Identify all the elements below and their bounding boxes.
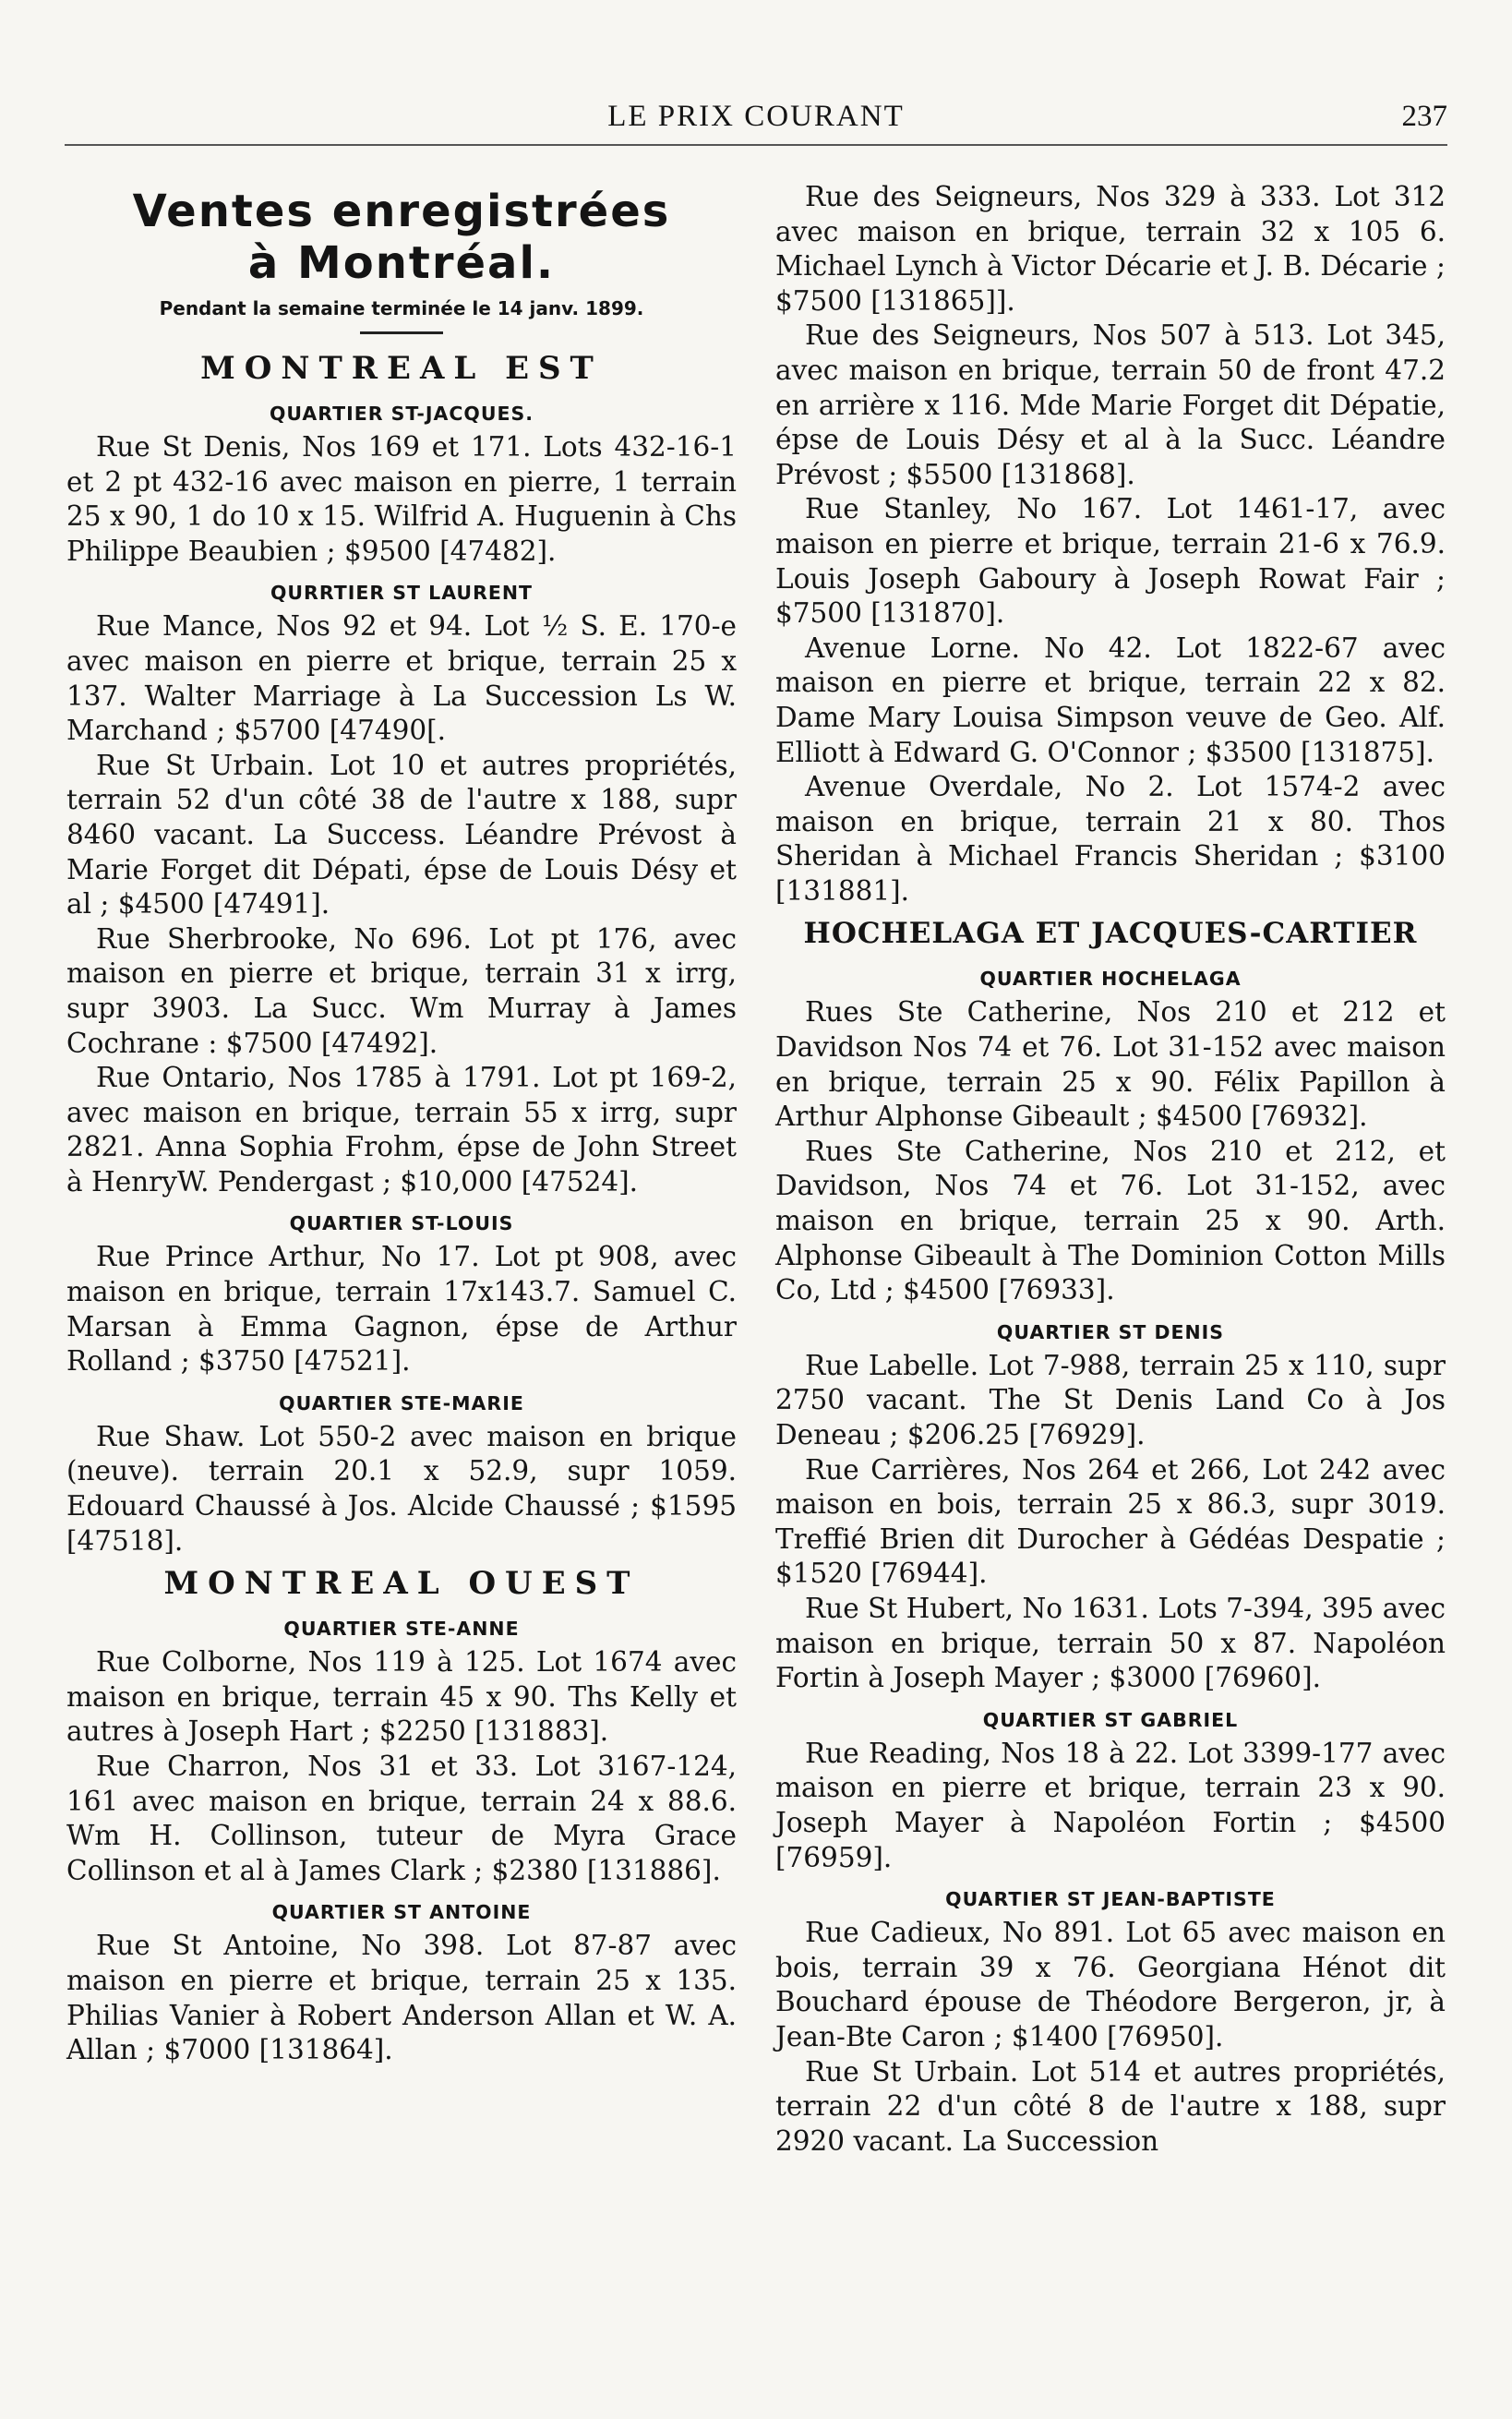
sale-entry: Rue Cadieux, No 891. Lot 65 avec maison en bois, terrain 39 x 76. Georgiana Hénot dit Bouchard épouse de Théodore Bergeron, jr, à Jean-Bte Caron ; $1400 [76950]. — [775, 1917, 1446, 2052]
sale-entry: Rue St Urbain. Lot 10 et autres propriétés, terrain 52 d'un côté 38 de l'autre x 188, supr 8460 vacant. La Success. Léandre Prévost à Marie Forget dit Dépati, épse de Louis Désy et al ; $4500 [47491]. — [66, 749, 737, 921]
quarter-heading-st-jean-baptiste: QUARTIER ST JEAN-BAPTISTE — [945, 1888, 1276, 1911]
sale-entry: Rue Carrières, Nos 264 et 266, Lot 242 avec maison en bois, terrain 25 x 86.3, supr 3019. Treffié Brien dit Durocher à Gédéas Despatie ; $1520 [76944]. — [775, 1453, 1446, 1590]
quarter-heading-st-gabriel: QUARTIER ST GABRIEL — [982, 1708, 1239, 1731]
quarter-heading-st-antoine: QUARTIER ST ANTOINE — [271, 1901, 532, 1924]
running-header — [65, 100, 1447, 146]
sale-entry: Rue Stanley, No 167. Lot 1461-17, avec maison en pierre et brique, terrain 21-6 x 76.9. Louis Joseph Gaboury à Joseph Rowat Fair ; $7500 [131870]. — [775, 493, 1446, 630]
quarter-heading-hochelaga: QUARTIER HOCHELAGA — [979, 968, 1242, 991]
title-rule — [360, 331, 443, 334]
quarter-heading-st-jacques: QUARTIER ST-JACQUES. — [269, 403, 534, 425]
quarter-heading-st-laurent: QURRTIER ST LAURENT — [270, 582, 534, 605]
quarter-heading-st-louis: QUARTIER ST-LOUIS — [289, 1212, 514, 1235]
sale-entry: Rue Mance, Nos 92 et 94. Lot ½ S. E. 170-e avec maison en pierre et brique, terrain 25 x 137. Walter Marriage à La Succession Ls W. Marchand ; $5700 [47490[. — [66, 610, 737, 747]
sale-entry: Rues Ste Catherine, Nos 210 et 212, et Davidson, Nos 74 et 76. Lot 31-152, avec maison en brique, terrain 25 x 90. Arth. Alphonse Gibeault à The Dominion Cotton Mills Co, Ltd ; $4500 [76933]. — [775, 1135, 1446, 1306]
sale-entry: Rue Reading, Nos 18 à 22. Lot 3399-177 avec maison en pierre et brique, terrain 23 x 90. Joseph Mayer à Napoléon Fortin ; $4500 [76959]. — [775, 1737, 1446, 1873]
sale-entry: Avenue Lorne. No 42. Lot 1822-67 avec maison en pierre et brique, terrain 22 x 82. Dame Mary Louisa Simpson veuve de Geo. Alf. Elliott à Edward G. O'Connor ; $3500 [131875]. — [775, 632, 1446, 768]
sale-entry: Rue Ontario, Nos 1785 à 1791. Lot pt 169-2, avec maison en brique, terrain 55 x irrg, supr 2821. Anna Sophia Frohm, épse de John Street à HenryW. Pendergast ; $10,000 [47524]. — [66, 1062, 737, 1197]
sale-entry: Rue St Denis, Nos 169 et 171. Lots 432-16-1 et 2 pt 432-16 avec maison en pierre, 1 terrain 25 x 90, 1 do 10 x 15. Wilfrid A. Huguenin à Chs Philippe Beaubien ; $9500 [47482]. — [66, 431, 737, 567]
quarter-heading-st-denis: QUARTIER ST DENIS — [996, 1320, 1225, 1343]
sale-entry: Rue Charron, Nos 31 et 33. Lot 3167-124, 161 avec maison en brique, terrain 24 x 88.6. Wm H. Collinson, tuteur de Myra Grace Collinson et al à James Clark ; $2380 [131886]. — [66, 1751, 737, 1886]
right-column — [775, 180, 1446, 2159]
sale-entry: Rue Shaw. Lot 550-2 avec maison en brique (neuve). terrain 20.1 x 52.9, supr 1059. Edouard Chaussé à Jos. Alcide Chaussé ; $1595 [47518]. — [66, 1420, 737, 1557]
quarter-heading-ste-anne: QUARTIER STE-ANNE — [283, 1618, 520, 1641]
sale-entry: Rue Sherbrooke, No 696. Lot pt 176, avec maison en pierre et brique, terrain 31 x irrg, supr 3903. La Succ. Wm Murray à James Cochrane : $7500 [47492]. — [66, 922, 737, 1059]
sale-entry: Rue Labelle. Lot 7-988, terrain 25 x 110, supr 2750 vacant. The St Denis Land Co à Jos Deneau ; $206.25 [76929]. — [775, 1349, 1446, 1450]
sale-entry: Rue des Seigneurs, Nos 329 à 333. Lot 312 avec maison en brique, terrain 32 x 105 6. Michael Lynch à Victor Décarie et J. B. Décarie ; $7500 [131865]]. — [775, 181, 1446, 317]
left-column — [66, 180, 737, 2068]
sale-entry: Rue des Seigneurs, Nos 507 à 513. Lot 345, avec maison en brique, terrain 50 de front 47.2 en arrière x 116. Mde Marie Forget dit Dépatie, épse de Louis Désy et al à la Succ. Léandre Prévost ; $5500 [131868]. — [775, 319, 1446, 490]
sale-entry: Rue St Hubert, No 1631. Lots 7-394, 395 avec maison en brique, terrain 50 x 87. Napoléon Fortin à Joseph Mayer ; $3000 [76960]. — [775, 1592, 1446, 1694]
region-heading-montreal-ouest: MONTREAL OUEST — [163, 1565, 640, 1603]
region-heading-hochelaga-jacques-cartier: HOCHELAGA ET JACQUES-CARTIER — [803, 917, 1418, 951]
quarter-heading-ste-marie: QUARTIER STE-MARIE — [279, 1391, 524, 1414]
article-title — [66, 186, 737, 289]
sale-entry: Avenue Overdale, No 2. Lot 1574-2 avec maison en brique, terrain 21 x 80. Thos Sheridan à Michael Francis Sheridan ; $3100 [131881]. — [775, 771, 1446, 907]
article-subtitle: Pendant la semaine terminée le 14 janv. 1899. — [159, 297, 644, 319]
sale-entry: Rue St Antoine, No 398. Lot 87-87 avec maison en pierre et brique, terrain 25 x 135. Philias Vanier à Robert Anderson Allan et W. A. Allan ; $7000 [131864]. — [66, 1930, 737, 2066]
sale-entry: Rues Ste Catherine, Nos 210 et 212 et Davidson Nos 74 et 76. Lot 31-152 avec maison en brique, terrain 25 x 90. Félix Papillon à Arthur Alphonse Gibeault ; $4500 [76932]. — [775, 996, 1446, 1133]
running-title: LE PRIX COURANT — [607, 100, 905, 133]
page-number: 237 — [1401, 100, 1447, 133]
article-title-line-1: Ventes enregistrées — [132, 186, 671, 237]
region-heading-montreal-est: MONTREAL EST — [200, 350, 603, 387]
sale-entry: Rue Prince Arthur, No 17. Lot pt 908, avec maison en brique, terrain 17x143.7. Samuel C. Marsan à Emma Gagnon, épse de Arthur Rolland ; $3750 [47521]. — [66, 1241, 737, 1378]
sale-entry: Rue Colborne, Nos 119 à 125. Lot 1674 avec maison en brique, terrain 45 x 90. Ths Kelly et autres à Joseph Hart ; $2250 [131883]. — [66, 1646, 737, 1748]
sale-entry: Rue St Urbain. Lot 514 et autres propriétés, terrain 22 d'un côté 8 de l'autre x 188, supr 2920 vacant. La Succession — [775, 2055, 1446, 2157]
article-title-line-2: à Montréal. — [247, 237, 556, 289]
